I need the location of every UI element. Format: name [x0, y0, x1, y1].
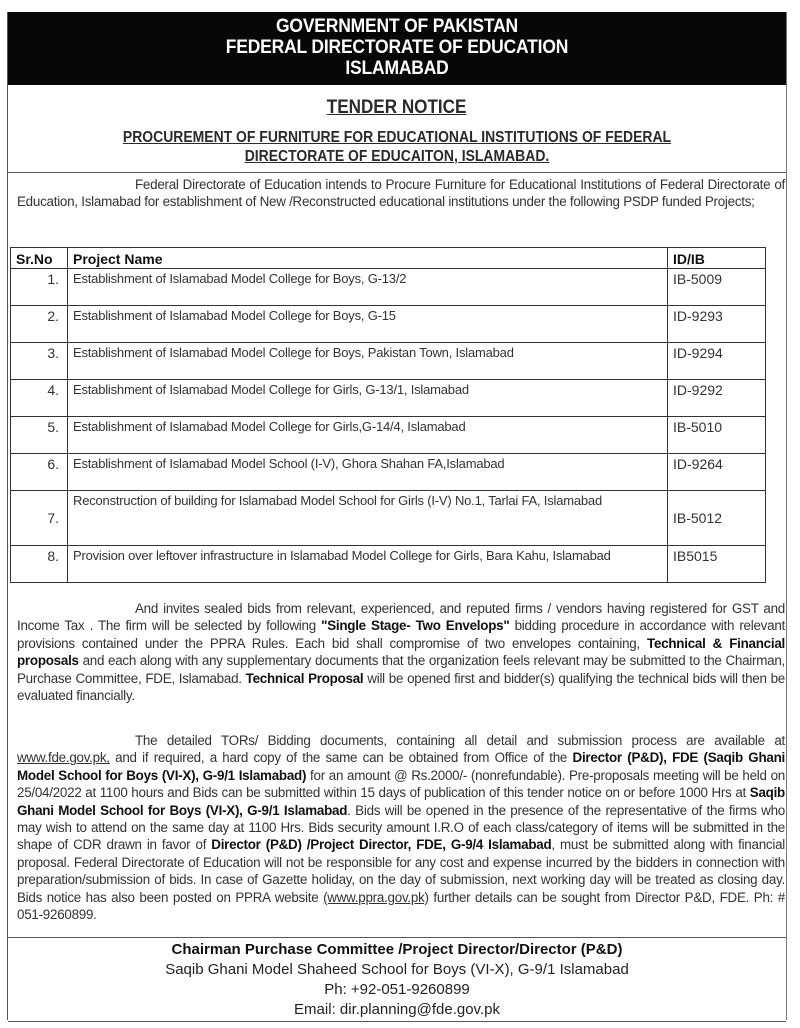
bidding-procedure-bold: "Single Stage- Two Envelops" [321, 618, 510, 634]
email-address[interactable]: dir.planning@fde.gov.pk [339, 1001, 500, 1018]
ppra-website-link[interactable]: (www.ppra.gov.pk) [323, 889, 429, 905]
cell-project-name: Establishment of Islamabad Model College for Girls, G-13/1, Islamabad [68, 380, 668, 417]
signature-block [8, 937, 786, 1022]
details-text-4: . Bids will be opened in the presence of the representative of the firms who may wish to attend on the same day at 1100 Hrs. Bids security amount I.R.O of each class/category of items will be submitted in the shape of CDR drawn in favor of [17, 802, 785, 853]
table-row [11, 306, 766, 343]
cell-project-name: Establishment of Islamabad Model College for Boys, G-13/2 [68, 269, 668, 306]
bids-text-1: And invites sealed bids from relevant, experienced, and reputed firms / vendors having registered for GST and Income Tax . The firm will be selected by following [17, 601, 785, 634]
header-sr-no: Sr.No [11, 248, 68, 269]
email-label: Email: [294, 1001, 336, 1018]
proposals-bold: Technical & Financial proposals [17, 635, 785, 669]
cell-project-name: Establishment of Islamabad Model School (I-V), Ghora Shahan FA,Islamabad [68, 454, 668, 491]
procurement-subject-line-2: DIRECTORATE OF EDUCAITON, ISLAMABAD. [244, 148, 550, 165]
government-header [8, 12, 786, 85]
details-text-2: and if required, a hard copy of the same can be obtained from Office of the [109, 750, 573, 766]
cell-sr-no: 4. [11, 380, 68, 417]
cell-id-ib: IB-5012 [668, 491, 766, 546]
projects-table [10, 247, 766, 583]
header-id-ib: ID/IB [668, 248, 766, 269]
table-row [11, 380, 766, 417]
details-text-1: The detailed TORs/ Bidding documents, containing all detail and submission process are available at [135, 733, 785, 748]
table-row [11, 343, 766, 380]
table-header-row [11, 248, 766, 269]
cell-project-name: Establishment of Islamabad Model College for Girls,G-14/4, Islamabad [68, 417, 668, 454]
cell-id-ib: ID-9293 [668, 306, 766, 343]
tender-notice-page [7, 12, 787, 1020]
cell-sr-no: 1. [11, 269, 68, 306]
signatory-address: Saqib Ghani Model Shaheed School for Boys (VI-X), G-9/1 Islamabad [165, 961, 629, 978]
cell-sr-no: 3. [11, 343, 68, 380]
tender-notice-title: TENDER NOTICE [327, 97, 467, 118]
signatory-phone: Ph: +92-051-9260899 [324, 981, 470, 998]
signatory-email-line [8, 1000, 786, 1020]
cell-id-ib: ID-9294 [668, 343, 766, 380]
title-block [8, 85, 786, 173]
header-line-directorate: FEDERAL DIRECTORATE OF EDUCATION [225, 37, 569, 58]
cell-id-ib: ID-9292 [668, 380, 766, 417]
bids-text-4: will be opened first and bidder(s) qualifying the technical bids will then be evaluated financially. [17, 670, 785, 704]
table-row [11, 491, 766, 546]
cell-project-name: Establishment of Islamabad Model College for Boys, Pakistan Town, Islamabad [68, 343, 668, 380]
bids-paragraph [17, 600, 785, 704]
details-text-3: for an amount @ Rs.2000/- (nonrefundable). Pre-proposals meeting will be held on 25/04/2022 at 1100 hours and Bids can be submitted within 15 days of publication of this tender notice on or before 1000 Hrs at [17, 767, 785, 801]
fde-website-link[interactable]: www.fde.gov.pk, [17, 750, 110, 766]
header-line-government: GOVERNMENT OF PAKISTAN [276, 16, 518, 37]
cell-project-name: Provision over leftover infrastructure in Islamabad Model College for Girls, Bara Kahu, Islamabad [68, 546, 668, 583]
bids-text-2: bidding procedure in accordance with relevant provisions contained under the PPRA Rules. Each bid shall compromise of two envelopes containing, [17, 618, 785, 651]
cell-sr-no: 7. [11, 491, 68, 546]
details-paragraph [17, 732, 785, 923]
table-row [11, 269, 766, 306]
cell-id-ib: ID-9264 [668, 454, 766, 491]
header-line-city: ISLAMABAD [345, 58, 449, 79]
director-office-bold: Director (P&D), FDE (Saqib Ghani Model School for Boys (VI-X), G-9/1 Islamabad) [17, 750, 785, 783]
submission-venue-bold: Saqib Ghani Model School for Boys (VI-X), G-9/1 Islamabad [17, 785, 785, 818]
table-row [11, 454, 766, 491]
cell-id-ib: IB5015 [668, 546, 766, 583]
bids-text-3: and each along with any supplementary documents that the organization feels relevant may be submitted to the Chairman, Purchase Committee, FDE, Islamabad. [17, 653, 785, 686]
header-project-name: Project Name [68, 248, 668, 269]
intro-text: Federal Directorate of Education intends to Procure Furniture for Educational Institutions of Federal Directorate of Education, Islamabad for establishment of New /Reconstructed educational institutions under the following PSDP funded Projects; [17, 177, 785, 210]
cell-sr-no: 6. [11, 454, 68, 491]
cell-sr-no: 5. [11, 417, 68, 454]
cell-project-name: Reconstruction of building for Islamabad Model School for Girls (I-V) No.1, Tarlai FA, Islamabad [68, 491, 668, 546]
cell-id-ib: IB-5010 [668, 417, 766, 454]
cell-sr-no: 2. [11, 306, 68, 343]
procurement-subject-line-1: PROCUREMENT OF FURNITURE FOR EDUCATIONAL INSTITUTIONS OF FEDERAL [122, 129, 672, 146]
table-row [11, 546, 766, 583]
procurement-subject [47, 128, 747, 166]
cell-project-name: Establishment of Islamabad Model College for Boys, G-15 [68, 306, 668, 343]
signatory-title: Chairman Purchase Committee /Project Director/Director (P&D) [171, 941, 623, 958]
intro-paragraph [17, 176, 785, 211]
details-text-5: , must be submitted along with financial proposal. Federal Directorate of Education will not be responsible for any cost and expense incurred by the bidders in connection with preparation/submission of bids. In case of Gazette holiday, on the day of submission, next working day will be treated as closing day. Bids notice has also been posted on PPRA website [17, 837, 785, 905]
cell-sr-no: 8. [11, 546, 68, 583]
technical-proposal-bold: Technical Proposal [245, 670, 364, 686]
details-text-6: further details can be sought from Director P&D, FDE. Ph: # 051-9260899. [17, 889, 785, 923]
cdr-payee-bold: Director (P&D) /Project Director, FDE, G-9/4 Islamabad [211, 837, 552, 853]
table-row [11, 417, 766, 454]
cell-id-ib: IB-5009 [668, 269, 766, 306]
